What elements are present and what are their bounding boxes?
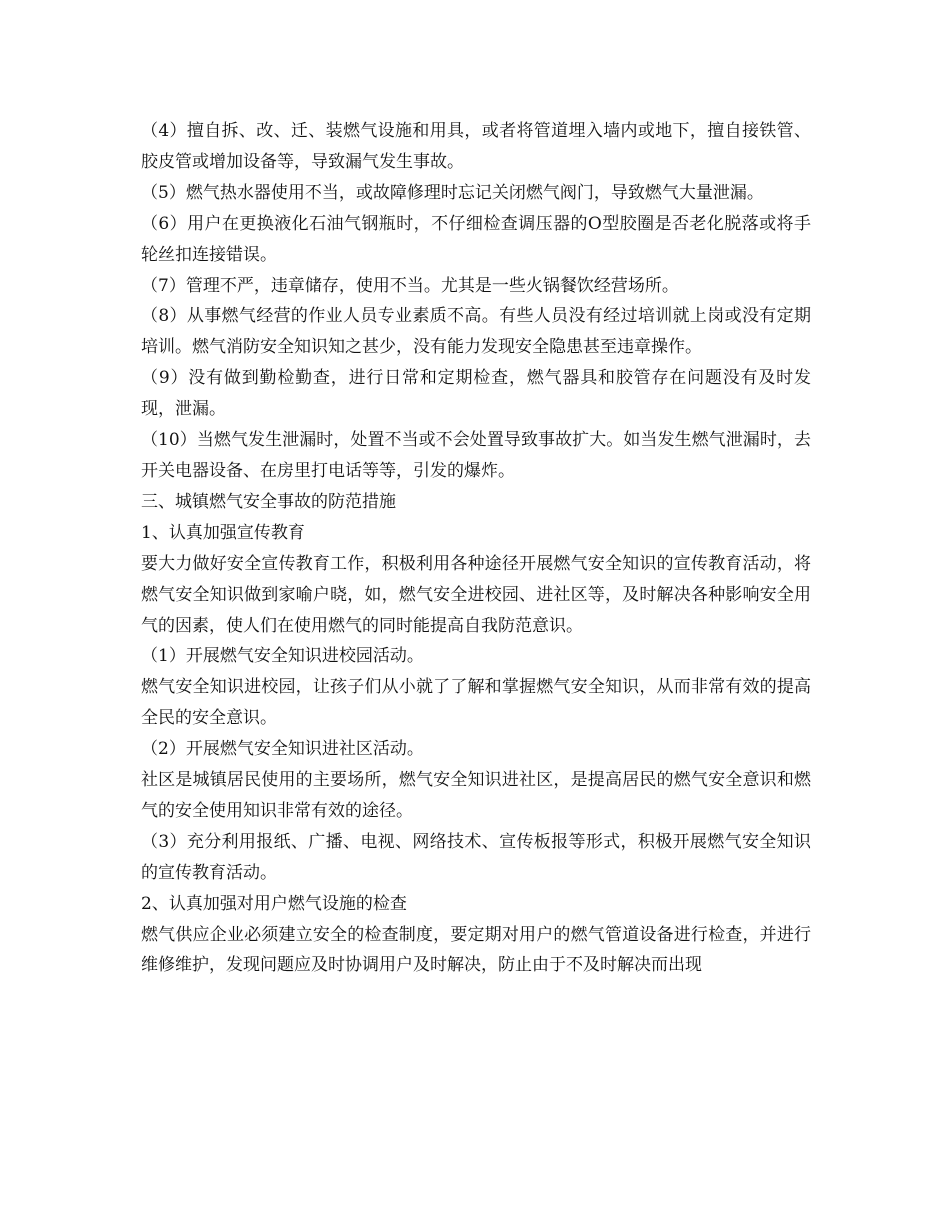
paragraph-item-10: （10）当燃气发生泄漏时，处置不当或不会处置导致事故扩大。如当发生燃气泄漏时，去开关电器设备、在房里打电话等等，引发的爆炸。 <box>141 430 811 481</box>
paragraph-item-4: （4）擅自拆、改、迁、装燃气设施和用具，或者将管道埋入墙内或地下，擅自接铁管、胶皮管或增加设备等，导致漏气发生事故。 <box>141 121 811 172</box>
paragraph-item-6: （6）用户在更换液化石油气钢瓶时，不仔细检查调压器的O型胶圈是否老化脱落或将手轮丝扣连接错误。 <box>141 213 811 265</box>
subsection-heading-1: 1、认真加强宣传教育 <box>141 522 305 543</box>
subsection-heading-2: 2、认真加强对用户燃气设施的检查 <box>141 893 407 914</box>
list-item-campus: （1）开展燃气安全知识进校园活动。 <box>141 646 424 667</box>
paragraph-item-7: （7）管理不严，违章储存，使用不当。尤其是一些火锅餐饮经营场所。 <box>141 275 679 296</box>
body-paragraph: 燃气供应企业必须建立安全的检查制度，要定期对用户的燃气管道设备进行检查，并进行维修维护，发现问题应及时协调用户及时解决，防止由于不及时解决而出现 <box>141 924 811 976</box>
section-heading: 三、城镇燃气安全事故的防范措施 <box>141 491 396 512</box>
list-item-community: （2）开展燃气安全知识进社区活动。 <box>141 739 424 760</box>
body-paragraph: 燃气安全知识进校园，让孩子们从小就了了解和掌握燃气安全知识，从而非常有效的提高全民的安全意识。 <box>141 677 811 729</box>
paragraph-item-5: （5）燃气热水器使用不当，或故障修理时忘记关闭燃气阀门，导致燃气大量泄漏。 <box>141 182 764 203</box>
body-paragraph: 社区是城镇居民使用的主要场所，燃气安全知识进社区，是提高居民的燃气安全意识和燃气的安全使用知识非常有效的途径。 <box>141 770 811 821</box>
paragraph-item-8: （8）从事燃气经营的作业人员专业素质不高。有些人员没有经过培训就上岗或没有定期培训。燃气消防安全知识知之甚少，没有能力发现安全隐患甚至违章操作。 <box>141 306 811 358</box>
body-paragraph: 要大力做好安全宣传教育工作，积极利用各种途径开展燃气安全知识的宣传教育活动，将燃气安全知识做到家喻户晓，如，燃气安全进校园、进社区等，及时解决各种影响安全用气的因素，使人们在使用燃气的同时能提高自我防范意识。 <box>141 553 811 636</box>
list-item-media: （3）充分利用报纸、广播、电视、网络技术、宣传板报等形式，积极开展燃气安全知识的宣传教育活动。 <box>141 831 811 883</box>
document-body <box>141 116 811 981</box>
paragraph-item-9: （9）没有做到勤检勤查，进行日常和定期检查，燃气器具和胶管存在问题没有及时发现，泄漏。 <box>141 368 811 420</box>
